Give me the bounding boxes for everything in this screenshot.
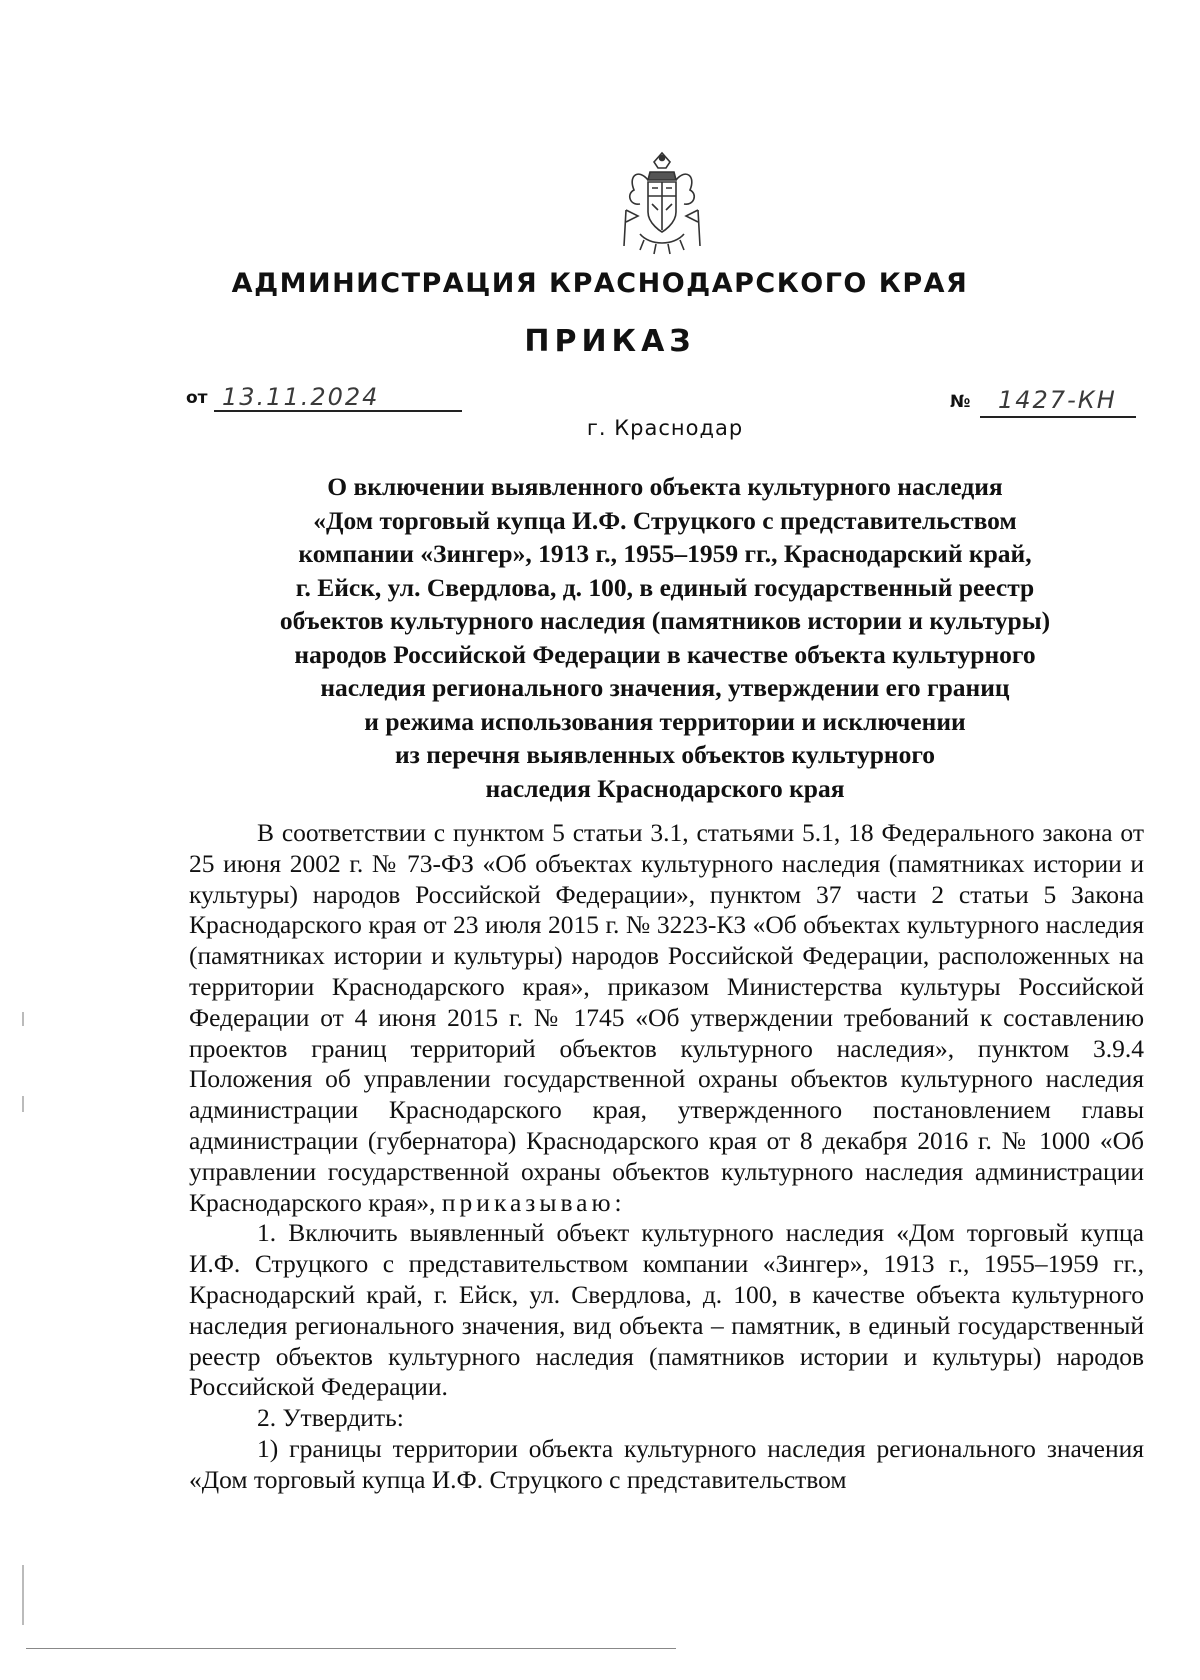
- document-title: [190, 470, 1140, 805]
- item-2-1-paragraph: 1) границы территории объекта культурного наследия регионального значения «Дом торговый купца И.Ф. Струцкого с представительством: [189, 1433, 1144, 1494]
- scan-bottom-line: [26, 1648, 676, 1649]
- organization-name: АДМИНИСТРАЦИЯ КРАСНОДАРСКОГО КРАЯ: [231, 268, 969, 299]
- item-2-paragraph: 2. Утвердить:: [257, 1403, 404, 1433]
- preamble-text: В соответствии с пунктом 5 статьи 3.1, статьями 5.1, 18 Федерального закона от 25 июня 2002 г. № 73-ФЗ «Об объектах культурного наследия (памятниках истории и культуры) народов Российской Федерации», пунктом 37 части 2 статьи 5 Закона Краснодарского края от 23 июля 2015 г. № 3223-КЗ «Об объектах культурного наследия (памятниках истории и культуры) народов Российской Федерации, расположенных на территории Краснодарского края», приказом Министерства культуры Российской Федерации от 4 июня 2015 г. № 1745 «Об утверждении требований к составлению проектов границ территорий объектов культурного наследия», пунктом 3.9.4 Положения об управлении государственной охраны объектов культурного наследия администрации Краснодарского края, утвержденного постановлением главы администрации (губернатора) Краснодарского края от 8 декабря 2016 г. № 1000 «Об управлении государственной охраны объектов культурного наследия администрации Краснодарского края»,: [189, 818, 1144, 1217]
- title-line: из перечня выявленных объектов культурного: [394, 740, 936, 769]
- item-1-paragraph: 1. Включить выявленный объект культурного наследия «Дом торговый купца И.Ф. Струцкого с представительством компании «Зингер», 1913 г., 1955–1959 гг., Краснодарский край, г. Ейск, ул. Свердлова, д. 100, в качестве объекта культурного наследия регионального значения, вид объекта – памятник, в единый государственный реестр объектов культурного наследия (памятников истории и культуры) народов Российской Федерации.: [189, 1218, 1144, 1402]
- scan-margin-mark: [22, 1565, 24, 1625]
- number-label: №: [950, 392, 971, 412]
- title-line: г. Ейск, ул. Свердлова, д. 100, в единый государственный реестр: [295, 572, 1035, 602]
- coat-of-arms-emblem: [620, 150, 704, 256]
- title-line: «Дом торговый купца И.Ф. Струцкого с представительством: [313, 505, 1017, 535]
- scan-margin-mark: [22, 1012, 24, 1026]
- order-word: приказываю:: [441, 1187, 626, 1217]
- date-label: от: [186, 388, 208, 408]
- number-value: 1427-КН: [998, 386, 1117, 414]
- title-line: объектов культурного наследия (памятников истории и культуры): [279, 606, 1051, 635]
- title-line: компании «Зингер», 1913 г., 1955–1959 гг., Краснодарский край,: [298, 539, 1032, 568]
- title-line: наследия Краснодарского края: [485, 773, 845, 803]
- title-line: народов Российской Федерации в качестве объекта культурного: [294, 639, 1036, 669]
- scan-margin-mark: [22, 1096, 24, 1112]
- document-type: ПРИКАЗ: [524, 324, 696, 359]
- title-line: О включении выявленного объекта культурного наследия: [327, 472, 1003, 501]
- title-line: и режима использования территории и исключении: [364, 706, 966, 736]
- document-body: [189, 818, 1144, 1496]
- preamble-paragraph: [189, 818, 1144, 1218]
- city-name: г. Краснодар: [586, 416, 744, 440]
- date-value: 13.11.2024: [222, 383, 380, 411]
- date-underline: [214, 410, 462, 412]
- title-line: наследия регионального значения, утверждении его границ: [320, 673, 1010, 702]
